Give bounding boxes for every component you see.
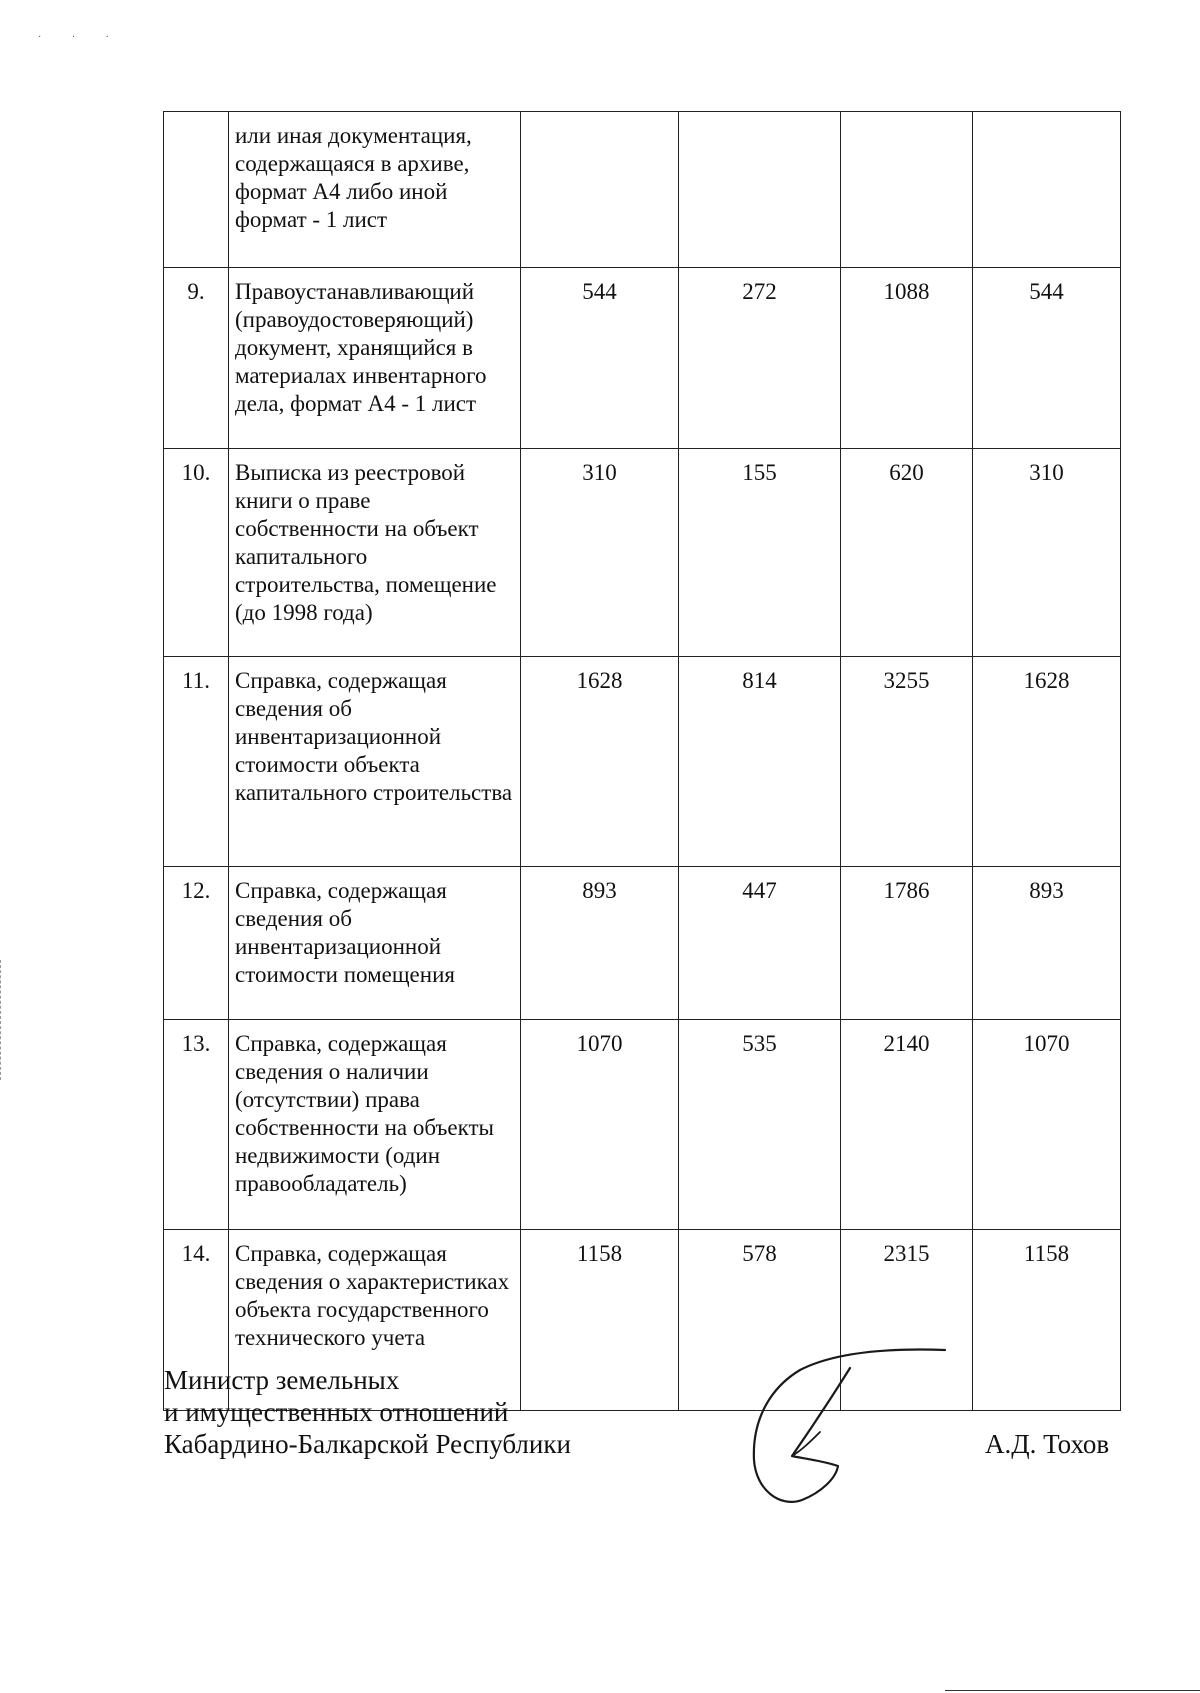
row-number: 9. (164, 268, 229, 449)
row-value-4: 1628 (973, 657, 1121, 867)
row-value-1: 1158 (521, 1230, 679, 1411)
row-value-2: 447 (679, 867, 841, 1020)
row-description: или иная документация, содержащаяся в архиве, формат А4 либо иной формат - 1 лист (229, 112, 521, 268)
row-value-3: 1786 (841, 867, 973, 1020)
signatory-title-line-2: и имущественных отношений (164, 1397, 509, 1427)
table-row (164, 268, 1121, 449)
row-number: 12. (164, 867, 229, 1020)
row-description: Справка, содержащая сведения о характеристиках объекта государственного технического учета (229, 1230, 521, 1411)
row-value-2: 814 (679, 657, 841, 867)
row-value-3 (841, 112, 973, 268)
table-row (164, 867, 1121, 1020)
signatory-title-line-1: Министр земельных (164, 1365, 400, 1395)
row-value-1: 1628 (521, 657, 679, 867)
handwritten-signature (740, 1340, 960, 1515)
row-value-4: 1070 (973, 1020, 1121, 1230)
row-description: Справка, содержащая сведения о наличии (отсутствии) права собственности на объекты недвижимости (один правообладатель) (229, 1020, 521, 1230)
row-value-2 (679, 112, 841, 268)
table-row (164, 1020, 1121, 1230)
row-value-3: 1088 (841, 268, 973, 449)
row-value-1: 310 (521, 449, 679, 657)
row-value-2: 155 (679, 449, 841, 657)
row-value-3: 620 (841, 449, 973, 657)
row-number: 14. (164, 1230, 229, 1411)
signatory-title-line-3: Кабардино-Балкарской Республики (164, 1429, 571, 1459)
row-value-2: 535 (679, 1020, 841, 1230)
row-value-3: 2140 (841, 1020, 973, 1230)
row-value-3: 2315 (841, 1230, 973, 1411)
table-row (164, 657, 1121, 867)
row-description: Справка, содержащая сведения об инвентаризационной стоимости помещения (229, 867, 521, 1020)
scan-edge-artifact (0, 960, 3, 1080)
row-description: Правоустанавливающий (правоудостоверяющий) документ, хранящийся в материалах инвентарного дела, формат А4 - 1 лист (229, 268, 521, 449)
row-value-4: 544 (973, 268, 1121, 449)
scan-bottom-line (945, 1690, 1200, 1691)
row-number (164, 112, 229, 268)
row-description: Справка, содержащая сведения об инвентаризационной стоимости объекта капитального строительства (229, 657, 521, 867)
row-number: 10. (164, 449, 229, 657)
fee-table (163, 111, 1121, 1411)
row-value-1: 544 (521, 268, 679, 449)
row-value-4: 310 (973, 449, 1121, 657)
table-row (164, 112, 1121, 268)
row-value-4: 893 (973, 867, 1121, 1020)
row-value-1 (521, 112, 679, 268)
scan-artifact: · · · (38, 32, 123, 43)
row-description: Выписка из реестровой книги о праве собственности на объект капитального строительства, помещение (до 1998 года) (229, 449, 521, 657)
row-number: 13. (164, 1020, 229, 1230)
row-value-4 (973, 112, 1121, 268)
row-value-1: 893 (521, 867, 679, 1020)
signatory-title (164, 1364, 571, 1460)
row-value-2: 272 (679, 268, 841, 449)
table-row (164, 449, 1121, 657)
signatory-name: А.Д. Тохов (985, 1429, 1110, 1459)
row-value-2: 578 (679, 1230, 841, 1411)
row-number: 11. (164, 657, 229, 867)
row-value-3: 3255 (841, 657, 973, 867)
row-value-4: 1158 (973, 1230, 1121, 1411)
row-value-1: 1070 (521, 1020, 679, 1230)
